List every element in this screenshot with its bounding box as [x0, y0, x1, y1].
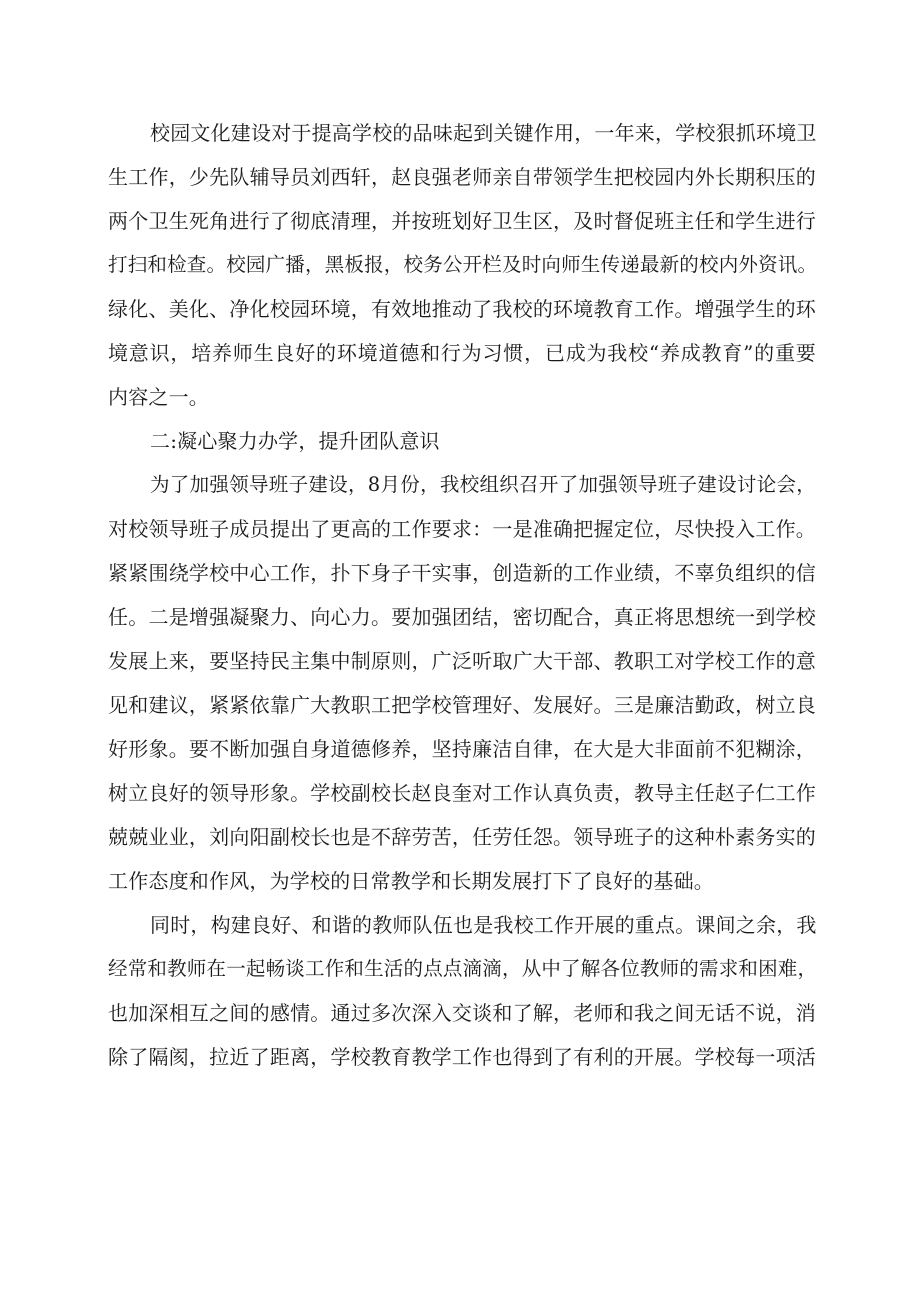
paragraph-line: 也加深相互之间的感情。通过多次深入交谈和了解，老师和我之间无话不说，消: [108, 1001, 816, 1025]
paragraph-line: 境意识，培养师生良好的环境道德和行为习惯，已成为我校“养成教育”的重要: [108, 341, 816, 365]
paragraph-line: 为了加强领导班子建设，8月份，我校组织召开了加强领导班子建设讨论会，: [150, 473, 816, 496]
paragraph-line: 内容之一。: [108, 385, 209, 409]
section-heading: 二:凝心聚力办学，提升团队意识: [150, 429, 440, 453]
paragraph-line: 对校领导班子成员提出了更高的工作要求：一是准确把握定位，尽快投入工作。: [108, 517, 816, 541]
paragraph-line: 见和建议，紧紧依靠广大教职工把学校管理好、发展好。三是廉洁勤政，树立良: [108, 693, 816, 717]
paragraph-line: 除了隔阂，拉近了距离，学校教育教学工作也得到了有利的开展。学校每一项活: [108, 1045, 816, 1069]
paragraph-line: 绿化、美化、净化校园环境，有效地推动了我校的环境教育工作。增强学生的环: [108, 297, 816, 321]
paragraph-line: 工作态度和作风，为学校的日常教学和长期发展打下了良好的基础。: [108, 869, 714, 893]
paragraph-line: 打扫和检查。校园广播，黑板报，校务公开栏及时向师生传递最新的校内外资讯。: [108, 253, 818, 276]
paragraph-line: 同时，构建良好、和谐的教师队伍也是我校工作开展的重点。课间之余，我: [150, 913, 817, 937]
paragraph-line: 紧紧围绕学校中心工作，扑下身子干实事，创造新的工作业绩，不辜负组织的信: [108, 561, 816, 585]
paragraph-line: 发展上来，要坚持民主集中制原则，广泛听取广大干部、教职工对学校工作的意: [108, 649, 816, 673]
paragraph-line: 两个卫生死角进行了彻底清理，并按班划好卫生区，及时督促班主任和学生进行: [108, 209, 816, 233]
paragraph-line: 兢兢业业，刘向阳副校长也是不辞劳苦，任劳任怨。领导班子的这种朴素务实的: [108, 825, 816, 849]
paragraph-line: 好形象。要不断加强自身道德修养，坚持廉洁自律，在大是大非面前不犯糊涂，: [108, 737, 816, 761]
paragraph-line: 树立良好的领导形象。学校副校长赵良奎对工作认真负责，教导主任赵子仁工作: [108, 781, 816, 805]
paragraph-line: 校园文化建设对于提高学校的品味起到关键作用，一年来，学校狠抓环境卫: [150, 121, 817, 145]
paragraph-line: 任。二是增强凝聚力、向心力。要加强团结，密切配合，真正将思想统一到学校: [108, 605, 816, 629]
paragraph-line: 经常和教师在一起畅谈工作和生活的点点滴滴，从中了解各位教师的需求和困难，: [108, 957, 818, 980]
paragraph-line: 生工作，少先队辅导员刘西轩，赵良强老师亲自带领学生把校园内外长期积压的: [108, 165, 816, 189]
